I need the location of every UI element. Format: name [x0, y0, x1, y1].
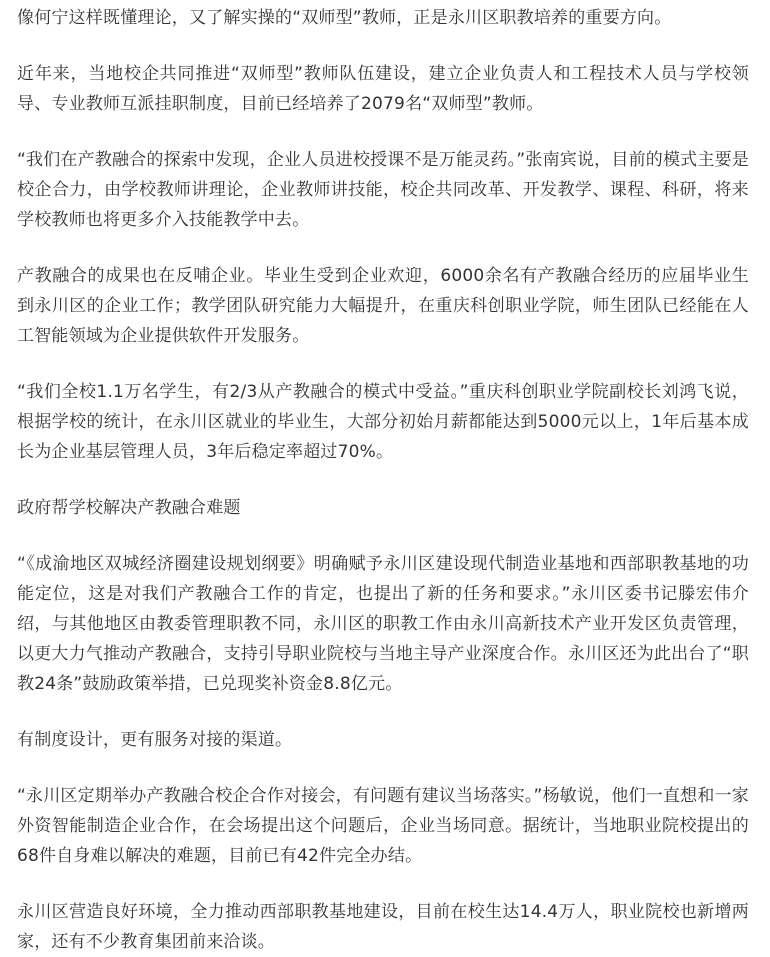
- paragraph-dual-teachers: 近年来，当地校企共同推进“双师型”教师队伍建设，建立企业负责人和工程技术人员与学校领导、专业教师互派挂职制度，目前已经培养了2079名“双师型”教师。: [17, 64, 749, 114]
- paragraph-closing: 永川区营造良好环境，全力推动西部职教基地建设，目前在校生达14.4万人，职业院校也新增两家，还有不少教育集团前来洽谈。: [17, 902, 749, 952]
- paragraph-system-design: 有制度设计，更有服务对接的渠道。: [17, 730, 293, 750]
- paragraph-quote-teng: “《成渝地区双城经济圈建设规划纲要》明确赋予永川区建设现代制造业基地和西部职教基地的功能定位，这是对我们产教融合工作的肯定，也提出了新的任务和要求。”永川区委书记滕宏伟介绍，与其他地区由教委管理职教不同，永川区的职教工作由永川高新技术产业开发区负责管理，以更大力气推动产教融合，支持引导职业院校与当地主导产业深度合作。永川区还为此出台了“职教24条”鼓励政策举措，已兑现奖补资金8.8亿元。: [17, 554, 749, 694]
- paragraph-quote-liu: “我们全校1.1万名学生，有2/3从产教融合的模式中受益。”重庆科创职业学院副校长刘鸿飞说，根据学校的统计，在永川区就业的毕业生，大部分初始月薪都能达到5000元以上，1年后基本成长为企业基层管理人员，3年后稳定率超过70%。: [17, 382, 749, 462]
- paragraph-results: 产教融合的成果也在反哺企业。毕业生受到企业欢迎，6000余名有产教融合经历的应届毕业生到永川区的企业工作；教学团队研究能力大幅提升，在重庆科创职业学院，师生团队已经能在人工智能领域为企业提供软件开发服务。: [17, 266, 749, 346]
- paragraph-intro: 像何宁这样既懂理论，又了解实操的“双师型”教师，正是永川区职教培养的重要方向。: [17, 8, 672, 28]
- paragraph-quote-zhang: “我们在产教融合的探索中发现，企业人员进校授课不是万能灵药。”张南宾说，目前的模式主要是校企合力，由学校教师讲理论，企业教师讲技能，校企共同改革、开发教学、课程、科研，将来学校教师也将更多介入技能教学中去。: [17, 150, 749, 230]
- article-body: [17, 3, 749, 957]
- paragraph-quote-yang: “永川区定期举办产教融合校企合作对接会，有问题有建议当场落实。”杨敏说，他们一直想和一家外资智能制造企业合作，在会场提出这个问题后，企业当场同意。据统计，当地职业院校提出的68件自身难以解决的难题，目前已有42件完全办结。: [17, 786, 749, 866]
- section-heading: 政府帮学校解决产教融合难题: [17, 498, 241, 518]
